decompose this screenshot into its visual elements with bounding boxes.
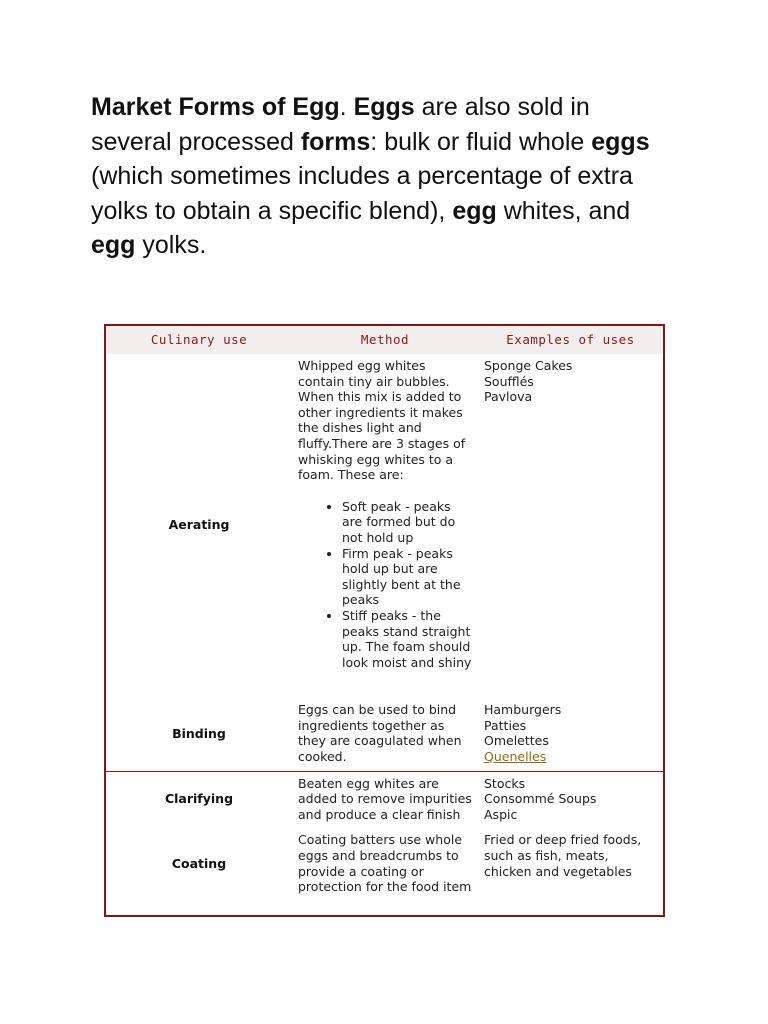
cell-method: Eggs can be used to bind ingredients together as they are coagulated when cooked. bbox=[298, 702, 462, 765]
example-item: Hamburgers bbox=[484, 702, 562, 718]
table-row bbox=[106, 354, 663, 698]
intro-title: Market Forms of Egg bbox=[91, 93, 340, 121]
table-row bbox=[106, 698, 663, 771]
cell-use: Coating bbox=[171, 855, 227, 871]
example-item: Stocks bbox=[484, 775, 526, 791]
intro-keyword: eggs bbox=[591, 127, 650, 156]
cell-use: Binding bbox=[172, 725, 226, 741]
intro-keyword: egg bbox=[91, 231, 136, 259]
intro-text: . bbox=[339, 93, 354, 121]
method-list bbox=[298, 499, 472, 671]
intro-text: yolks. bbox=[135, 231, 207, 259]
intro-keyword: forms bbox=[300, 127, 371, 156]
quenelles-link[interactable]: Quenelles bbox=[484, 749, 547, 765]
table-row bbox=[106, 771, 663, 828]
header-examples: Examples of uses bbox=[478, 326, 663, 354]
example-item: Sponge Cakes bbox=[484, 358, 573, 373]
example-item: Aspic bbox=[484, 806, 518, 822]
cell-examples bbox=[478, 354, 663, 698]
cell-use: Clarifying bbox=[106, 771, 292, 828]
example-item: Fried or deep fried foods, such as fish, meats, chicken and vegetables bbox=[484, 832, 642, 879]
example-item: Omelettes bbox=[484, 733, 549, 749]
cell-method bbox=[292, 354, 478, 698]
list-item: • Firm peak - peaks hold up but are slightly bent at the peaks bbox=[342, 546, 472, 608]
cell-examples bbox=[478, 771, 663, 828]
header-method: Method bbox=[292, 326, 478, 354]
intro-keyword: Eggs bbox=[353, 93, 415, 121]
table-header-row bbox=[106, 326, 663, 354]
intro-text: are also sold in several processed bbox=[91, 93, 590, 156]
example-item: Patties bbox=[484, 717, 527, 733]
header-culinary-use: Culinary use bbox=[106, 326, 292, 354]
list-item: • Soft peak - peaks are formed but do not hold up bbox=[342, 499, 472, 546]
example-item: Consommé Soups bbox=[484, 791, 597, 807]
example-item: Pavlova bbox=[484, 389, 533, 405]
cell-method: Coating batters use whole eggs and breadcrumbs to provide a coating or protection for the food item bbox=[298, 832, 472, 895]
method-text: Whipped egg whites contain tiny air bubbles. When this mix is added to other ingredients it makes the dishes light and fluffy.There are 3 stages of whisking egg whites to a foam. These are: bbox=[298, 358, 466, 483]
intro-text: whites, and bbox=[496, 196, 631, 225]
list-item: • Stiff peaks - the peaks stand straight up. The foam should look moist and shiny bbox=[342, 608, 472, 670]
intro-keyword: egg bbox=[452, 196, 497, 225]
intro-text: (which sometimes includes a percentage of extra yolks to obtain a specific blend), bbox=[91, 162, 633, 225]
cell-examples bbox=[478, 828, 663, 900]
intro-paragraph bbox=[91, 90, 651, 263]
cell-method: Beaten egg whites are added to remove impurities and produce a clear finish bbox=[292, 771, 478, 828]
table-row bbox=[106, 828, 663, 900]
cell-examples bbox=[478, 698, 663, 771]
cell-use: Aerating bbox=[168, 517, 230, 533]
example-item: Soufflés bbox=[484, 373, 534, 389]
egg-uses-table bbox=[104, 324, 665, 917]
intro-text: : bulk or fluid whole bbox=[370, 127, 592, 156]
